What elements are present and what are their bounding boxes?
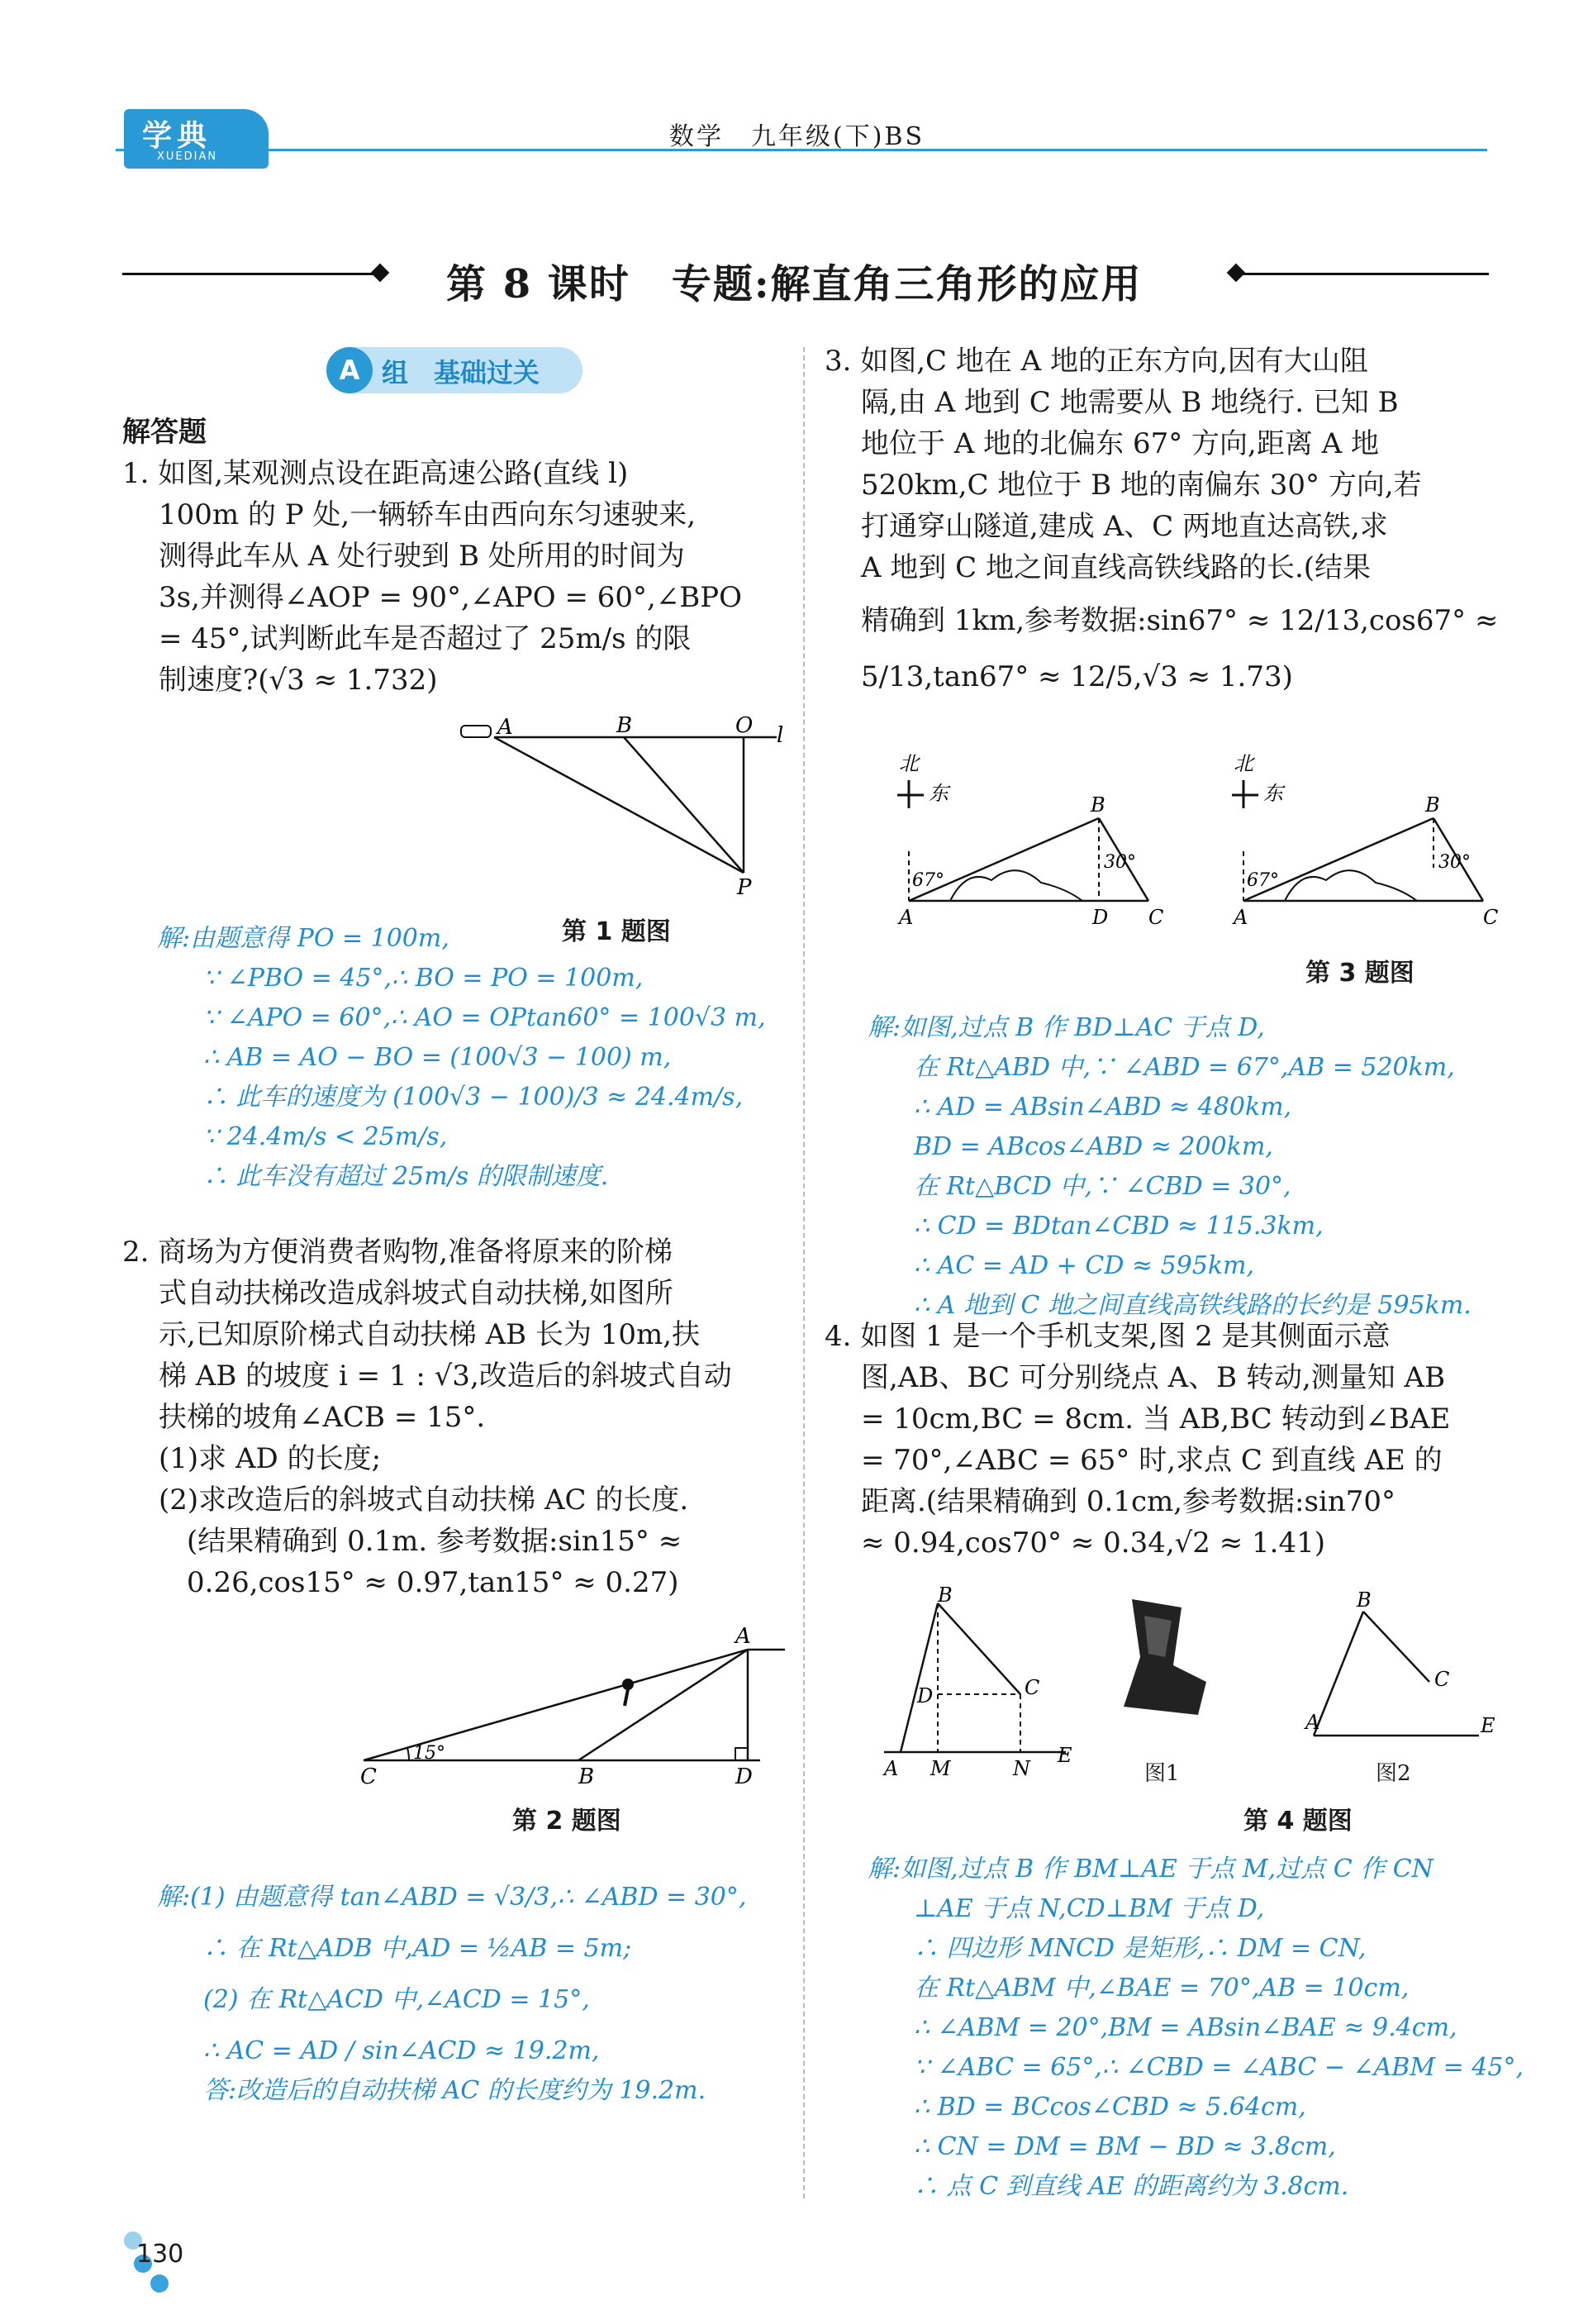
q2-line: 0.26,cos15° ≈ 0.97,tan15° ≈ 0.27) <box>159 1566 679 1599</box>
solution-1 <box>157 919 766 1197</box>
label-C: C <box>360 1764 377 1785</box>
solution-line: ∴ AD = ABsin∠ABD ≈ 480km, <box>914 1093 1292 1122</box>
label-67: 67° <box>1247 870 1279 891</box>
column-divider <box>803 347 805 2198</box>
solution-line: 解:如图,过点 B 作 BM⊥AE 于点 M,过点 C 作 CN <box>868 1855 1433 1883</box>
question-1 <box>122 453 792 701</box>
solution-line: ∵ ∠APO = 60°,∴ AO = OPtan60° = 100√3 m, <box>203 1003 766 1032</box>
label-P: P <box>737 875 752 900</box>
q3-line: 520km,C 地位于 B 地的南偏东 30° 方向,若 <box>861 469 1422 502</box>
q1-line: 制速度?(√3 ≈ 1.732) <box>159 664 438 697</box>
q3-line: 5/13,tan67° ≈ 12/5,√3 ≈ 1.73) <box>861 660 1293 693</box>
group-suffix: 组 <box>382 357 409 388</box>
solution-line: ∴ CD = BDtan∠CBD ≈ 115.3km, <box>914 1212 1324 1241</box>
publisher-logo: 学典 XUEDIAN <box>124 109 269 169</box>
label-C: C <box>1025 1676 1040 1699</box>
label-C: C <box>1434 1668 1450 1691</box>
solution-line: ∵ ∠ABC = 65°,∴ ∠CBD = ∠ABC − ∠ABM = 45°, <box>914 2053 1524 2082</box>
page-title: 第 8 课时 专题:解直角三角形的应用 <box>446 261 1143 307</box>
header-subject: 数学 九年级(下)BS <box>669 122 925 151</box>
solution-line: ∵ ∠PBO = 45°,∴ BO = PO = 100m, <box>203 964 644 993</box>
label-30: 30° <box>1438 852 1471 873</box>
group-name: 基础过关 <box>434 357 540 388</box>
label-A: A <box>735 1624 751 1649</box>
q1-line: 3s,并测得∠AOP = 90°,∠APO = 60°,∠BPO <box>159 581 743 614</box>
solution-line: 解:由题意得 PO = 100m, <box>157 924 449 953</box>
label-north: 北 <box>1234 752 1253 775</box>
group-letter: A <box>326 347 373 393</box>
phone-stand-photo <box>1107 1591 1223 1731</box>
solution-line: ∴ 点 C 到直线 AE 的距离约为 3.8cm. <box>914 2172 1349 2201</box>
q1-line: 1. 如图,某观测点设在距高速公路(直线 l) <box>122 457 629 490</box>
solution-line: ∴ BD = BCcos∠CBD ≈ 5.64cm, <box>914 2093 1306 2122</box>
figure-4-caption: 第 4 题图 <box>1243 1807 1353 1836</box>
label-east: 东 <box>929 782 949 805</box>
title-rule-right <box>1239 273 1489 275</box>
solution-line: ∴ CN = DM = BM − BD ≈ 3.8cm, <box>914 2132 1336 2161</box>
question-4 <box>825 1316 1502 1564</box>
label-east: 东 <box>1263 782 1283 805</box>
q2-line: (结果精确到 0.1m. 参考数据:sin15° ≈ <box>159 1525 682 1558</box>
label-D: D <box>917 1684 934 1707</box>
q2-line: (1)求 AD 的长度; <box>159 1442 382 1475</box>
label-A: A <box>1305 1711 1320 1734</box>
solution-line: ∴ A 地到 C 地之间直线高铁线路的长约是 595km. <box>914 1291 1472 1320</box>
q2-line: 梯 AB 的坡度 i = 1 : √3,改造后的斜坡式自动 <box>159 1360 732 1393</box>
question-2 <box>122 1231 792 1603</box>
solution-3 <box>868 1008 1472 1326</box>
q2-line: 2. 商场为方便消费者购物,准备将原来的阶梯 <box>122 1236 673 1269</box>
q4-line: = 10cm,BC = 8cm. 当 AB,BC 转动到∠BAE <box>861 1402 1451 1436</box>
diamond-icon <box>371 264 390 283</box>
label-E: E <box>1058 1744 1072 1767</box>
figure-1 <box>446 711 810 909</box>
person-icon <box>622 1679 634 1690</box>
label-N: N <box>1013 1757 1030 1780</box>
title-rule-left <box>122 273 378 275</box>
label-C: C <box>1483 906 1499 929</box>
figure-4-side-view <box>1297 1587 1495 1752</box>
solution-line: (2) 在 Rt△ACD 中,∠ACD = 15°, <box>203 1985 590 2014</box>
label-B: B <box>616 713 633 738</box>
label-A: A <box>1234 906 1248 929</box>
question-3 <box>825 341 1502 698</box>
page-number: 130 <box>136 2240 184 2269</box>
car-icon <box>461 726 491 737</box>
figure-1-caption: 第 1 题图 <box>562 917 671 946</box>
q3-line: 隔,由 A 地到 C 地需要从 B 地绕行. 已知 B <box>861 386 1399 419</box>
label-C: C <box>1148 906 1164 929</box>
solution-2 <box>157 1878 746 2111</box>
label-B: B <box>938 1587 953 1607</box>
section-heading: 解答题 <box>122 416 207 449</box>
solution-4 <box>868 1850 1524 2207</box>
q3-line: 3. 如图,C 地在 A 地的正东方向,因有大山阻 <box>825 345 1368 378</box>
solution-line: ∴ 四边形 MNCD 是矩形,∴ DM = CN, <box>914 1934 1367 1963</box>
label-D: D <box>1092 906 1109 929</box>
q3-line: 打通穿山隧道,建成 A、C 两地直达高铁,求 <box>861 510 1388 543</box>
q4-line: 距离.(结果精确到 0.1cm,参考数据:sin70° <box>861 1485 1395 1518</box>
q2-line: (2)求改造后的斜坡式自动扶梯 AC 的长度. <box>159 1483 689 1517</box>
q4-line: 图,AB、BC 可分别绕点 A、B 转动,测量知 AB <box>861 1361 1446 1394</box>
solution-line: ∴ 此车的速度为 (100√3 − 100)/3 ≈ 24.4m/s, <box>203 1083 744 1112</box>
solution-line: ∴ 此车没有超过 25m/s 的限制速度. <box>203 1162 609 1191</box>
figure-2-caption: 第 2 题图 <box>512 1807 621 1836</box>
figure-3-caption: 第 3 题图 <box>1305 959 1414 988</box>
q2-line: 式自动扶梯改造成斜坡式自动扶梯,如图所 <box>159 1277 673 1310</box>
label-angle: 15° <box>413 1743 445 1764</box>
label-O: O <box>735 713 754 738</box>
solution-line: ∴ AB = AO − BO = (100√3 − 100) m, <box>203 1043 672 1072</box>
q4-line: = 70°,∠ABC = 65° 时,求点 C 到直线 AE 的 <box>861 1444 1443 1477</box>
label-D: D <box>735 1764 753 1785</box>
solution-line: 解:(1) 由题意得 tan∠ABD = √3/3,∴ ∠ABD = 30°, <box>157 1883 747 1912</box>
label-B: B <box>578 1764 595 1785</box>
solution-line: ∴ ∠ABM = 20°,BM = ABsin∠BAE ≈ 9.4cm, <box>914 2013 1457 2042</box>
solution-line: ∵ 24.4m/s < 25m/s, <box>203 1122 448 1151</box>
q3-line: 精确到 1km,参考数据:sin67° ≈ 12/13,cos67° ≈ <box>861 604 1499 637</box>
q2-line: 示,已知原阶梯式自动扶梯 AB 长为 10m,扶 <box>159 1318 701 1351</box>
solution-line: ⊥AE 于点 N,CD⊥BM 于点 D, <box>914 1894 1265 1923</box>
solution-line: ∴ AC = AD + CD ≈ 595km, <box>914 1251 1255 1280</box>
figure-3b <box>1210 744 1508 934</box>
fig2-label: 图2 <box>1376 1761 1411 1786</box>
label-B: B <box>1425 793 1440 817</box>
q4-line: 4. 如图 1 是一个手机支架,图 2 是其侧面示意 <box>825 1320 1391 1353</box>
solution-line: 在 Rt△BCD 中,∵ ∠CBD = 30°, <box>914 1172 1291 1201</box>
solution-line: ∴ 在 Rt△ADB 中,AD = ½AB = 5m; <box>203 1934 632 1963</box>
solution-line: 在 Rt△ABM 中,∠BAE = 70°,AB = 10cm, <box>914 1974 1410 2003</box>
fig1-label: 图1 <box>1144 1761 1180 1786</box>
label-A: A <box>884 1757 899 1780</box>
label-M: M <box>930 1757 951 1780</box>
figure-3a <box>876 744 1190 934</box>
label-l: l <box>777 723 784 748</box>
label-67: 67° <box>912 870 944 891</box>
q3-line: A 地到 C 地之间直线高铁线路的长.(结果 <box>861 551 1372 584</box>
solution-line: 在 Rt△ABD 中,∵ ∠ABD = 67°,AB = 520km, <box>914 1053 1455 1082</box>
q2-line: 扶梯的坡角∠ACB = 15°. <box>159 1401 486 1434</box>
label-E: E <box>1481 1714 1495 1737</box>
label-north: 北 <box>899 752 919 775</box>
q1-line: = 45°,试判断此车是否超过了 25m/s 的限 <box>159 622 692 655</box>
label-B: B <box>1091 793 1105 817</box>
solution-line: BD = ABcos∠ABD ≈ 200km, <box>914 1132 1273 1161</box>
q4-line: ≈ 0.94,cos70° ≈ 0.34,√2 ≈ 1.41) <box>861 1526 1326 1560</box>
label-A: A <box>497 715 513 740</box>
figure-2 <box>347 1620 793 1785</box>
figure-4-diagram <box>868 1587 1082 1785</box>
label-B: B <box>1357 1588 1372 1612</box>
q1-line: 测得此车从 A 处行驶到 B 处所用的时间为 <box>159 540 685 573</box>
q1-line: 100m 的 P 处,一辆轿车由西向东匀速驶来, <box>159 498 697 531</box>
q3-line: 地位于 A 地的北偏东 67° 方向,距离 A 地 <box>861 427 1380 460</box>
label-A: A <box>899 906 914 929</box>
solution-line: 答:改造后的自动扶梯 AC 的长度约为 19.2m. <box>203 2076 706 2105</box>
label-30: 30° <box>1104 852 1136 873</box>
solution-line: ∴ AC = AD / sin∠ACD ≈ 19.2m, <box>203 2036 600 2065</box>
solution-line: 解:如图,过点 B 作 BD⊥AC 于点 D, <box>868 1013 1265 1042</box>
